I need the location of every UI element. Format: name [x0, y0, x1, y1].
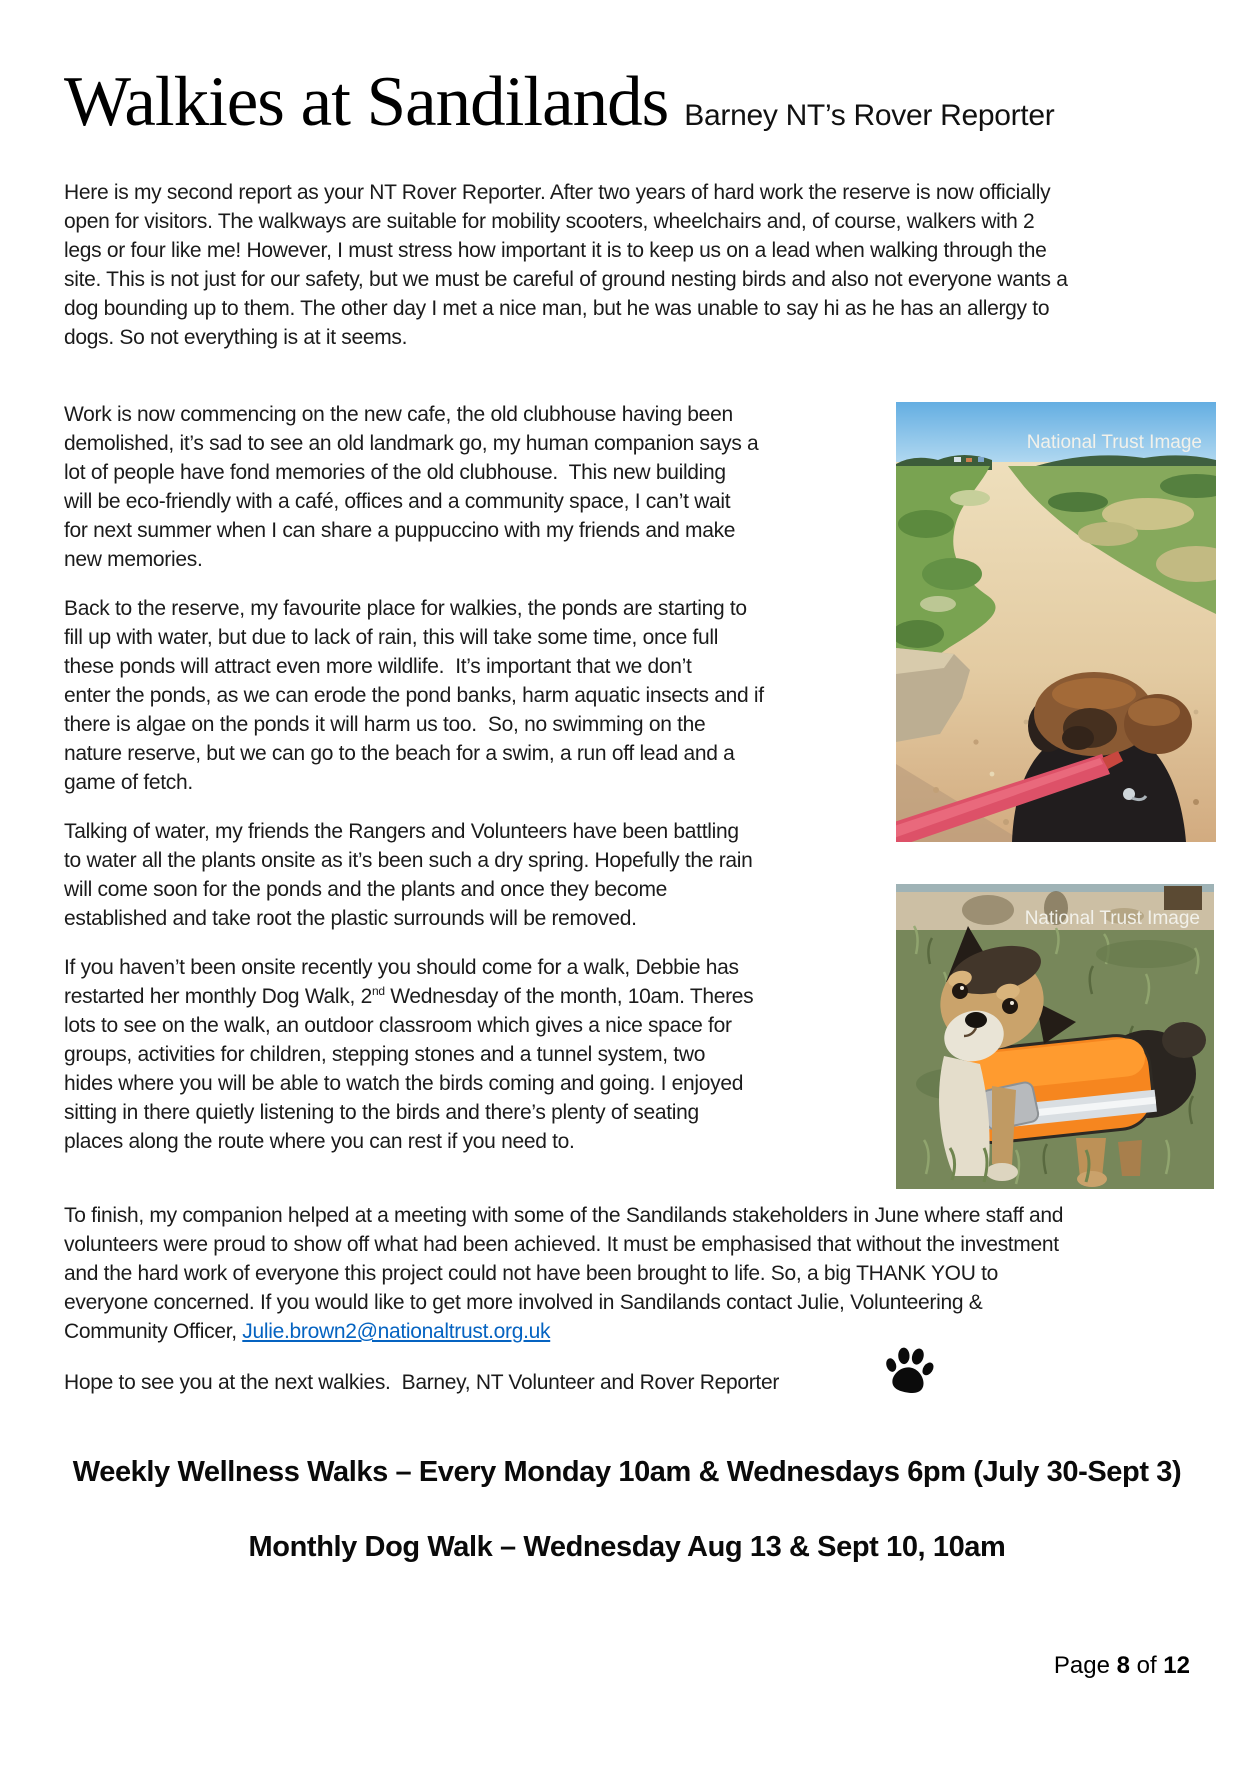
wrapped-text-column — [64, 400, 856, 1156]
footer-page-number: 8 — [1116, 1652, 1130, 1679]
photo-1-caption: National Trust Image — [1026, 432, 1202, 453]
article-header — [64, 62, 1054, 143]
photo-dog-hivis-vest — [896, 884, 1214, 1189]
schedule-line-monthly: Monthly Dog Walk – Wednesday Aug 13 & Sept 10, 10am — [248, 1531, 1006, 1563]
paragraph-5: If you haven’t been onsite recently you should come for a walk, Debbie has restarted her monthly Dog Walk, 2nd Wednesday of the month, 10am. Theres lots to see on the walk, an outdoor classroom which gives a nice space for groups, activities for children, stepping stones and a tunnel system, two hides where you will be able to watch the birds coming and going. I enjoyed sitting in there quietly listening to the birds and there’s plenty of seating places along the route where you can rest if you need to. — [64, 956, 754, 1153]
photo-dog-on-path — [896, 402, 1216, 842]
footer-prefix: Page — [1053, 1652, 1117, 1679]
signoff-line: Hope to see you at the next walkies. Barney, NT Volunteer and Rover Reporter — [64, 1371, 780, 1394]
dog-hivis-illustration — [896, 884, 1214, 1189]
footer-of: of — [1129, 1652, 1164, 1679]
footer-total-pages: 12 — [1163, 1652, 1190, 1679]
paragraph-2: Work is now commencing on the new cafe, the old clubhouse having been demolished, it’s sad to see an old landmark go, my human companion says a lot of people have fond memories of the old clubhouse. This new building will be eco-friendly with a café, offices and a community space, I can’t wait for next summer when I can share a puppuccino with my friends and make new memories. — [64, 403, 759, 571]
paw-print-icon — [884, 1344, 936, 1398]
paragraph-4: Talking of water, my friends the Rangers and Volunteers have been battling to water all the plants onsite as it’s been such a dry spring. Hopefully the rain will come soon for the ponds and the plants and once they become established and take root the plastic surrounds will be removed. — [64, 820, 753, 930]
email-link[interactable]: Julie.brown2@nationaltrust.org.uk — [242, 1320, 551, 1343]
schedule-block — [64, 1453, 1190, 1566]
paragraph-3: Back to the reserve, my favourite place for walkies, the ponds are starting to fill up with water, but due to lack of rain, this will take some time, once full these ponds will attract even more wildlife. It’s important that we don’t enter the ponds, as we can erode the pond banks, harm aquatic insects and if there is algae on the ponds it will harm us too. So, no swimming on the nature reserve, but we can go to the beach for a swim, a run off lead and a game of fetch. — [64, 597, 764, 794]
article-body — [64, 178, 1190, 1566]
paragraph-1: Here is my second report as your NT Rover Reporter. After two years of hard work the reserve is now officially open for visitors. The walkways are suitable for mobility scooters, wheelchairs and, of course, walkers with 2 legs or four like me! However, I must stress how important it is to keep us on a lead when walking through the site. This is not just for our safety, but we must be careful of ground nesting birds and also not everyone wants a dog bounding up to them. The other day I met a nice man, but he was unable to say hi as he has an allergy to dogs. So not everything is at it seems. — [64, 181, 1068, 349]
page-title: Walkies at Sandilands — [64, 63, 669, 141]
page-footer — [64, 1652, 1190, 1680]
page-subtitle: Barney NT’s Rover Reporter — [684, 99, 1055, 132]
photo-2-caption: National Trust Image — [1024, 908, 1200, 929]
dog-on-path-illustration — [896, 402, 1216, 842]
schedule-line-weekly: Weekly Wellness Walks – Every Monday 10am & Wednesdays 6pm (July 30-Sept 3) — [72, 1456, 1182, 1488]
ordinal-superscript: nd — [371, 984, 385, 998]
paragraph-6: To finish, my companion helped at a meeting with some of the Sandilands stakeholders in June where staff and volunteers were proud to show off what had been achieved. It must be emphasised that without the investment and the hard work of everyone this project could not have been brought to life. So, a big THANK YOU to everyone concerned. If you would like to get more involved in Sandilands contact Julie, Volunteering & Community Officer, Julie.brown2@nationaltrust.org.uk — [64, 1204, 1064, 1343]
